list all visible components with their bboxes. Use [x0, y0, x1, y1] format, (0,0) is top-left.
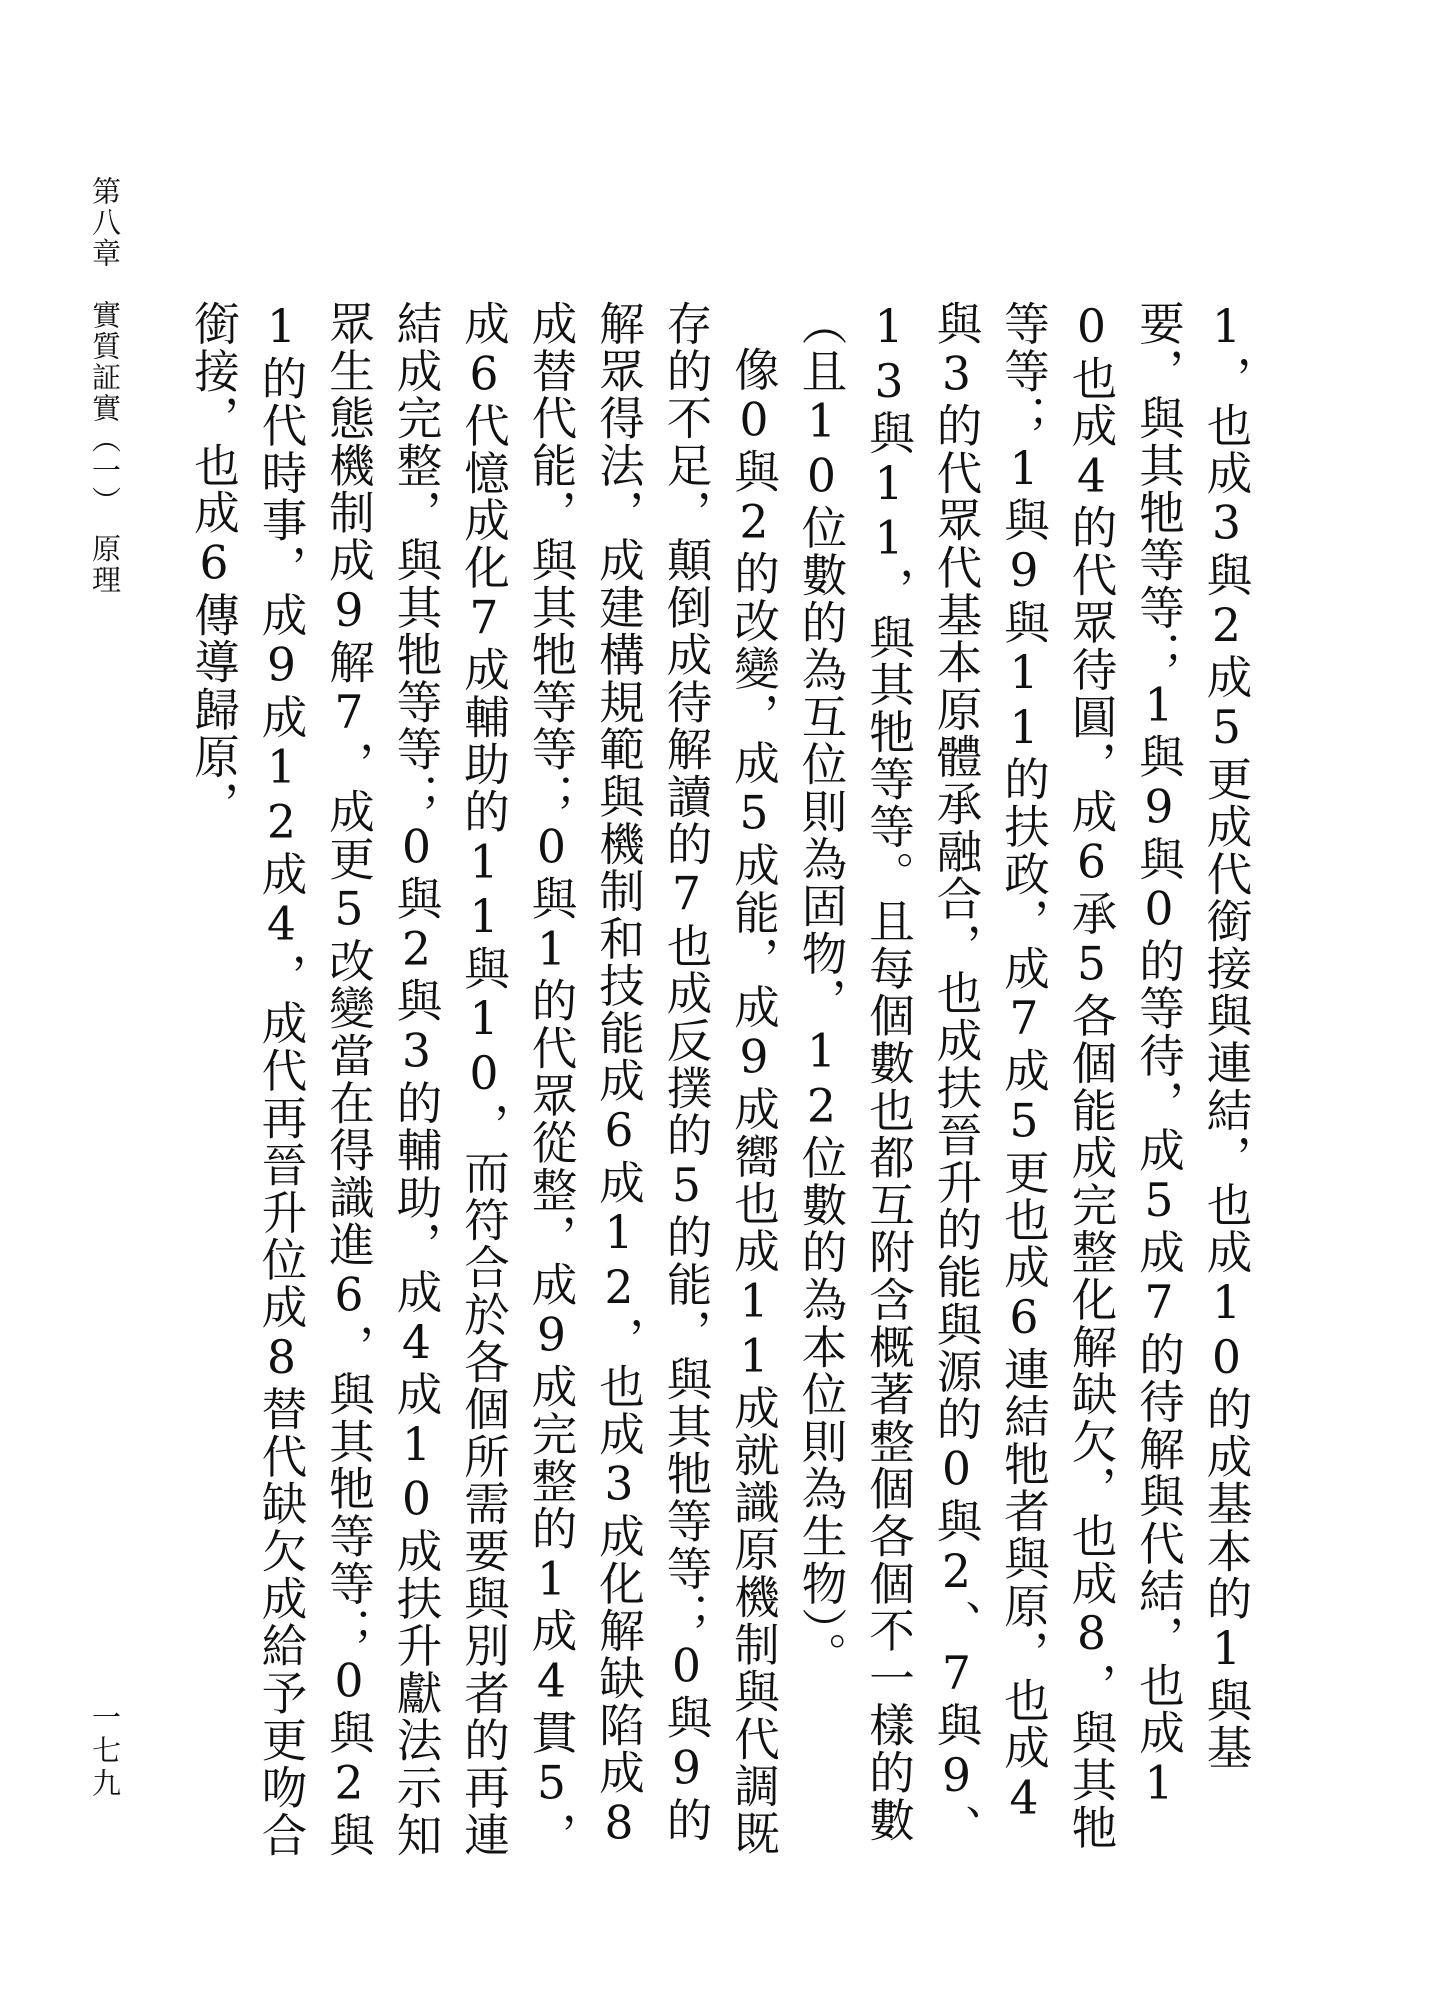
page-number: 一七九 [88, 1702, 122, 1801]
paragraph-2: 像0與2的改變，成5成能，成9成嚮也成11成就識原機制與代調既存的不足，顛倒成待解讀的7也成反撲的5的能，與其牠等等；0與9的解眾得法，成建構規範與機制和技能成6成12，也成3成化解缺陷成8成替代能，與其牠等等；0與1的代眾從整，成9成完整的1成4貫5，成6代憶成化7成輔助的11與10，而符合於各個所需要與別者的再連結成完整，與其牠等等；0與2與3的輔助，成4成10成扶升獻法示知眾生態機制成9解7，成更5改變當在得識進6，與其牠等等；0與2與1的代時事，成9成12成4，成代再晉升位成8替代缺欠成給予更吻合銜接，也成6傳導歸原， [187, 300, 781, 1859]
paragraph-1: 1，也成3與2成5更成代銜接與連結，也成10的成基本的1與基要，與其牠等等；1與9與0的等待，成5成7的待解與代結，也成10也成4的代眾待圓，成6承5各個能成完整化解缺欠，也成8，與其牠等等；1與9與11的扶政，成7成5更也成6連結牠者與原，也成4與3的代眾代基本原體承融合，也成扶晉升的能與源的0與2、7與9、13與11，與其牠等等。且每個數也都互附含概著整個各個不一樣的數（且10位數的為互位則為固物，12位數的為本位則為生物）。 [795, 300, 1253, 1852]
main-text-block [180, 300, 1260, 1860]
running-header: 第八章 實質証實（一） 原理 [88, 176, 122, 596]
vertical-text-columns [180, 300, 1260, 1860]
